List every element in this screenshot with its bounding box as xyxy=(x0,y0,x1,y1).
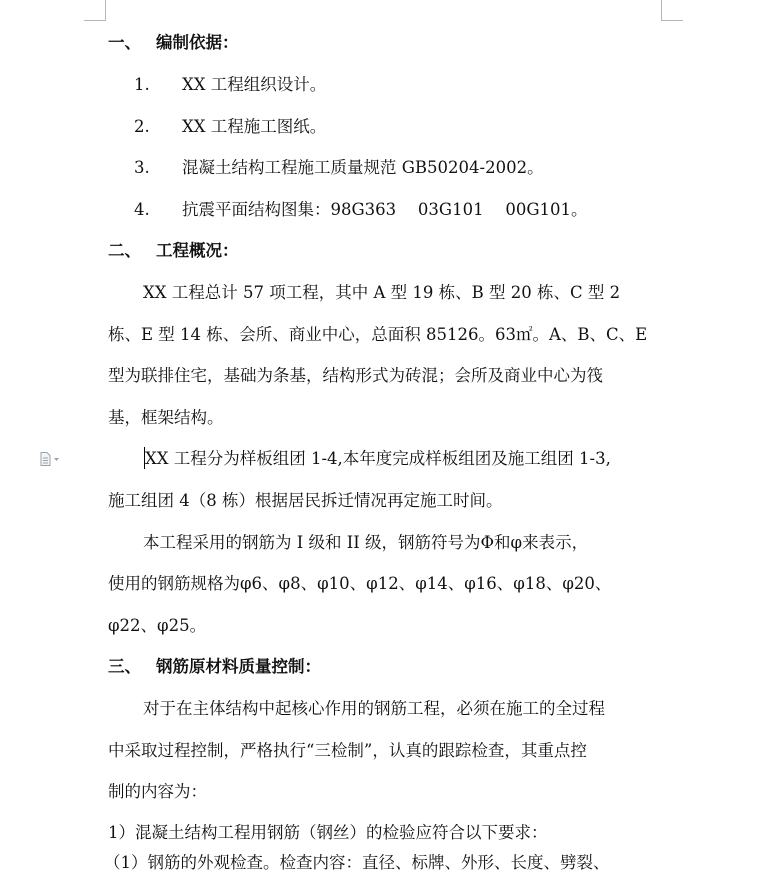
list-item xyxy=(0,70,781,100)
body-text: 栋、E 型 14 栋、会所、商业中心，总面积 85126。63㎡。A、B、C、E xyxy=(108,325,648,344)
list-item xyxy=(0,112,781,142)
body-line xyxy=(0,486,781,516)
body-line xyxy=(0,611,781,641)
crop-mark-right-horizontal xyxy=(661,20,683,21)
body-text: 1）混凝土结构工程用钢筋（钢丝）的检验应符合以下要求： xyxy=(108,823,548,842)
crop-mark-left-horizontal xyxy=(84,20,106,21)
list-item-number: 3. xyxy=(134,158,150,177)
body-line xyxy=(0,818,781,848)
body-line xyxy=(0,528,781,558)
body-line xyxy=(0,361,781,391)
body-text: 制的内容为： xyxy=(108,782,207,801)
body-text: （1）钢筋的外观检查。检查内容：直径、标牌、外形、长度、劈裂、 xyxy=(104,853,610,872)
list-item-text: 混凝土结构工程施工质量规范 GB50204-2002。 xyxy=(182,158,544,177)
body-text: 中采取过程控制，严格执行“三检制”，认真的跟踪检查，其重点控 xyxy=(108,741,587,760)
section3-title: 钢筋原材料质量控制： xyxy=(156,657,321,676)
list-item-text: XX 工程组织设计。 xyxy=(182,75,327,94)
body-text: 施工组团 4（8 栋）根据居民拆迁情况再定施工时间。 xyxy=(108,491,503,510)
section3-number: 三、 xyxy=(108,657,141,676)
list-item-text: 抗震平面结构图集：98G363 03G101 00G101。 xyxy=(182,200,588,219)
body-text: 使用的钢筋规格为φ6、φ8、φ10、φ12、φ14、φ16、φ18、φ20、 xyxy=(108,574,612,593)
section3-heading xyxy=(0,652,781,682)
body-text: XX 工程总计 57 项工程，其中 A 型 19 栋、B 型 20 栋、C 型 2 xyxy=(143,283,621,302)
section2-number: 二、 xyxy=(108,241,141,260)
section1-heading xyxy=(0,28,781,58)
list-item-number: 1. xyxy=(134,75,150,94)
body-line xyxy=(0,403,781,433)
list-item-number: 2. xyxy=(134,117,150,136)
crop-mark-right-vertical xyxy=(661,0,662,20)
body-text: XX 工程分为样板组团 1-4,本年度完成样板组团及施工组团 1-3, xyxy=(145,449,611,468)
body-line xyxy=(0,444,781,474)
section2-heading xyxy=(0,236,781,266)
list-item-number: 4. xyxy=(134,200,150,219)
body-text: 基，框架结构。 xyxy=(108,408,224,427)
section1-number: 一、 xyxy=(108,33,141,52)
list-item-text: XX 工程施工图纸。 xyxy=(182,117,327,136)
list-item xyxy=(0,153,781,183)
body-line xyxy=(0,320,781,350)
body-text: 型为联排住宅，基础为条基，结构形式为砖混；会所及商业中心为筏 xyxy=(108,366,603,385)
body-line xyxy=(0,278,781,308)
crop-mark-left-vertical xyxy=(105,0,106,20)
body-line xyxy=(0,694,781,724)
section1-title: 编制依据： xyxy=(156,33,239,52)
body-text: φ22、φ25。 xyxy=(108,616,207,635)
body-line xyxy=(0,848,781,878)
body-text: 本工程采用的钢筋为 I 级和 II 级，钢筋符号为Φ和φ来表示， xyxy=(143,533,589,552)
section2-title: 工程概况： xyxy=(156,241,239,260)
body-line xyxy=(0,777,781,807)
body-line xyxy=(0,569,781,599)
list-item xyxy=(0,195,781,225)
body-text: 对于在主体结构中起核心作用的钢筋工程，必须在施工的全过程 xyxy=(143,699,605,718)
body-line xyxy=(0,736,781,766)
